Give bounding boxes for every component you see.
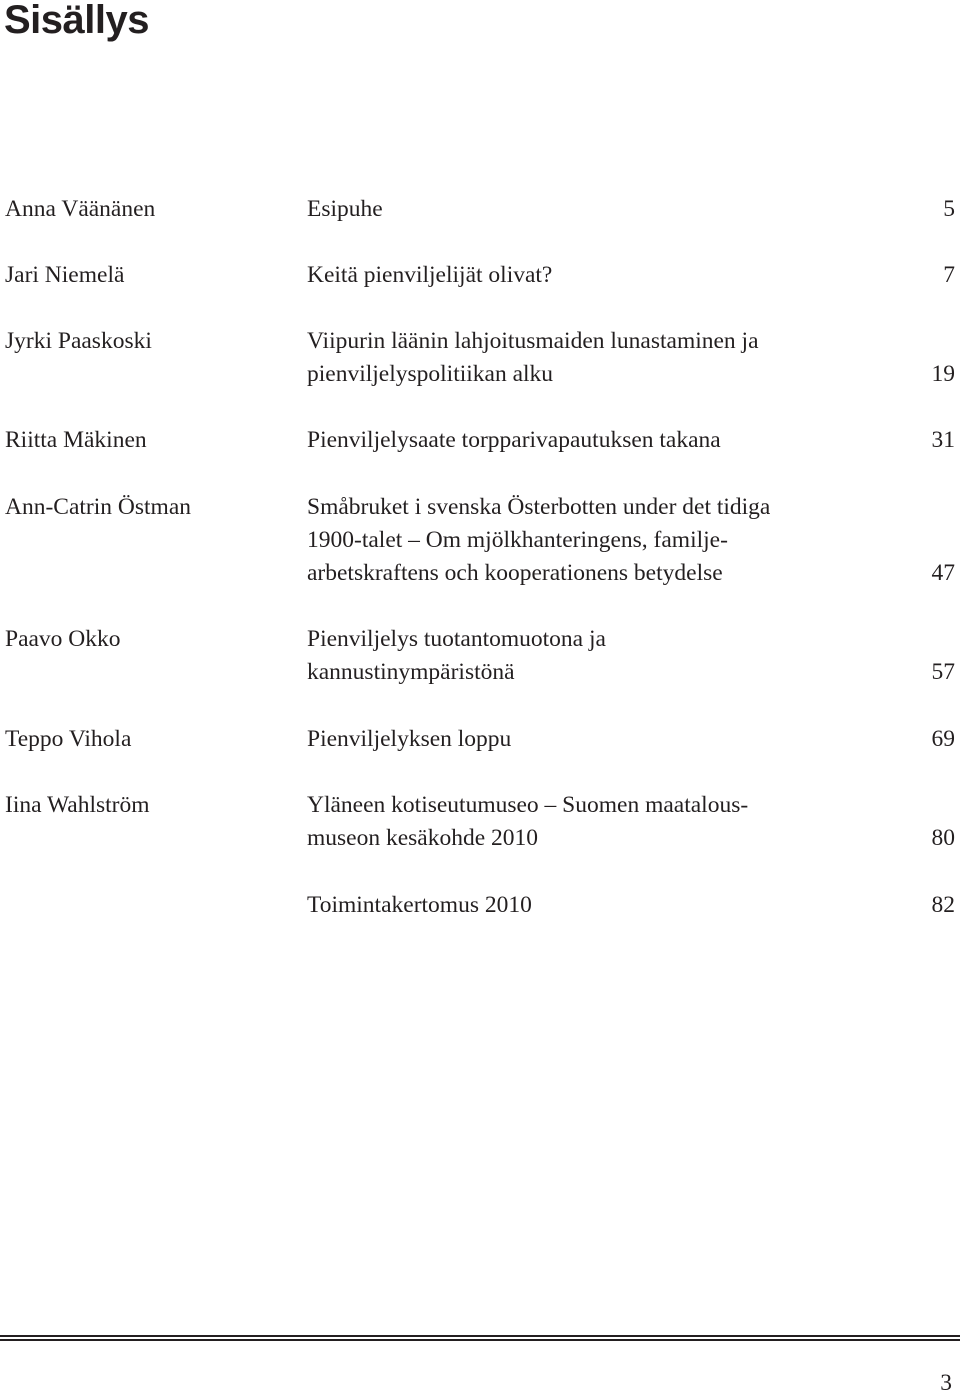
toc-title-line: kannustinympäristönä [307, 659, 515, 685]
toc-page-number: 69 [931, 726, 955, 752]
toc-title [307, 325, 887, 391]
toc-title-line: museon kesäkohde 2010 [307, 825, 539, 851]
toc-title-line: Pienviljelys tuotantomuotona ja [307, 626, 606, 652]
toc-title [307, 491, 887, 590]
toc-title-line: 1900-talet – Om mjölkhanteringens, familje- [307, 527, 728, 553]
toc-title [307, 789, 887, 855]
toc-title-line: Pienviljelyksen loppu [307, 726, 512, 752]
toc-title-line: arbetskraftens och kooperationens betydelse [307, 560, 723, 586]
toc-title-line: Småbruket i svenska Österbotten under det tidiga [307, 494, 771, 520]
toc-title-line: Viipurin läänin lahjoitusmaiden lunastaminen ja [307, 328, 759, 354]
toc-title [307, 623, 887, 689]
toc-author: Paavo Okko [5, 626, 121, 652]
footer-double-rule [0, 1335, 960, 1341]
toc-page-number: 19 [931, 361, 955, 387]
toc-title [307, 424, 887, 457]
toc-page-number: 57 [931, 659, 955, 685]
toc-author: Jyrki Paaskoski [5, 328, 152, 354]
toc-title [307, 723, 887, 756]
page-title: Sisällys [4, 0, 150, 42]
toc-page-number: 7 [943, 262, 955, 288]
toc-author: Ann-Catrin Östman [5, 494, 192, 520]
toc-author: Riitta Mäkinen [5, 427, 147, 453]
toc-page-number: 5 [943, 196, 955, 222]
page-number: 3 [940, 1370, 952, 1396]
toc-author: Teppo Vihola [5, 726, 132, 752]
toc-page-number: 80 [931, 825, 955, 851]
toc-title-line: Yläneen kotiseutumuseo – Suomen maatalous- [307, 792, 749, 818]
toc-title [307, 889, 887, 922]
toc-page-number: 47 [931, 560, 955, 586]
toc-title-line: Esipuhe [307, 196, 383, 222]
toc-page-number: 82 [931, 892, 955, 918]
toc-title-line: Pienviljelysaate torpparivapautuksen takana [307, 427, 721, 453]
toc-author: Anna Väänänen [5, 196, 156, 222]
toc-author: Jari Niemelä [5, 262, 125, 288]
toc-page-number: 31 [931, 427, 955, 453]
toc-title-line: pienviljelyspolitiikan alku [307, 361, 554, 387]
toc-title-line: Toimintakertomus 2010 [307, 892, 532, 918]
toc-title [307, 259, 887, 292]
toc-title-line: Keitä pienviljelijät olivat? [307, 262, 553, 288]
toc-title [307, 193, 887, 226]
toc-author: Iina Wahlström [5, 792, 150, 818]
